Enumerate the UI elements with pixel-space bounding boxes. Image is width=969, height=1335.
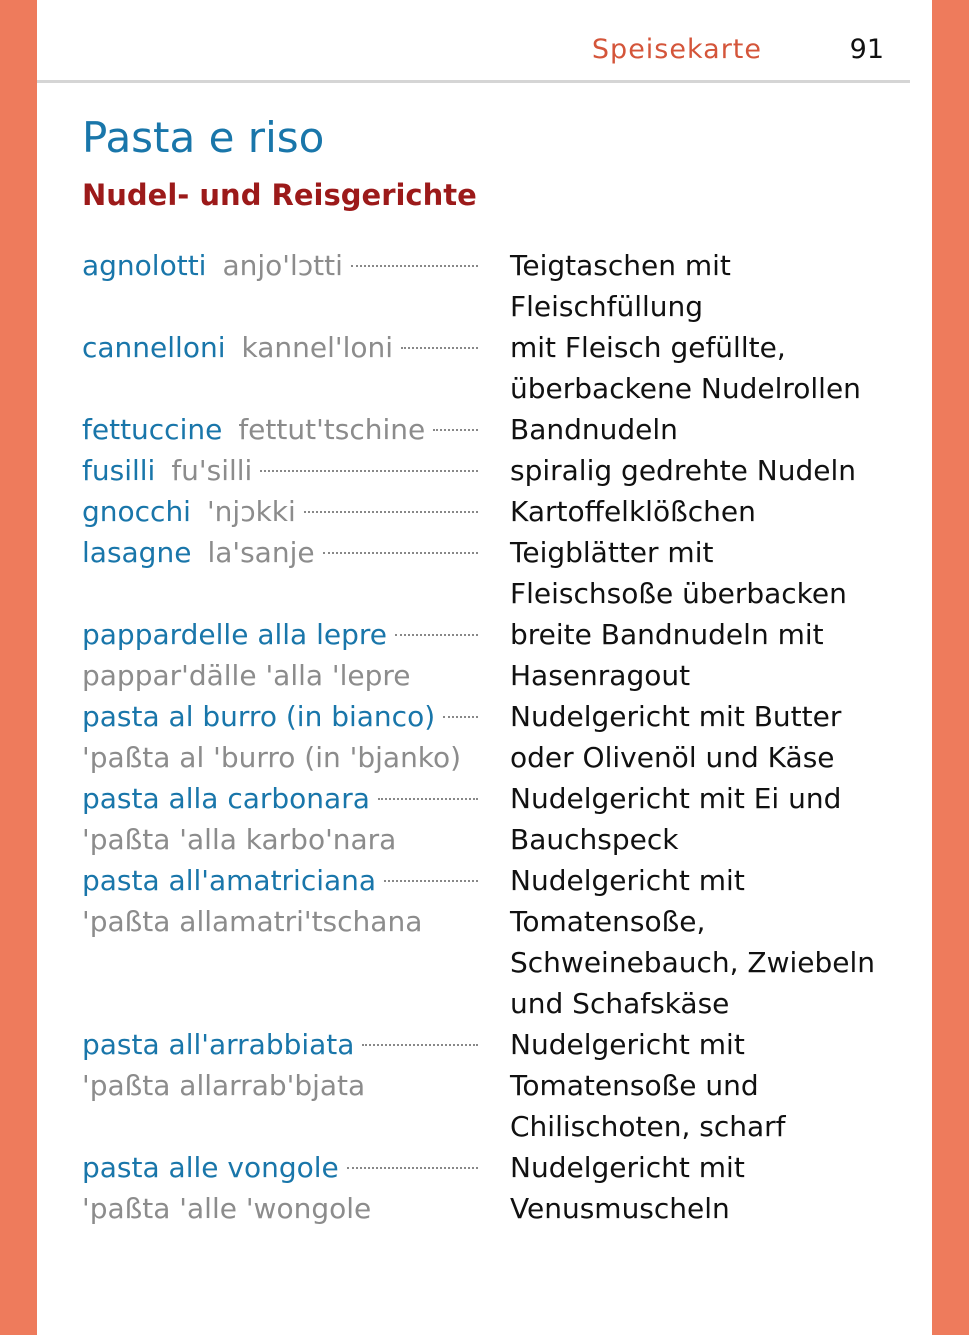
dotted-leader [384, 880, 478, 882]
menu-entry [82, 532, 932, 614]
entry-pronunciation: 'paßta 'alle 'wongole [82, 1192, 372, 1225]
menu-entry [82, 860, 932, 1024]
entry-pronunciation: pappar'dälle 'alla 'lepre [82, 659, 411, 692]
entry-translation [510, 491, 910, 532]
translation-line: Kartoffelklößchen [510, 495, 756, 528]
translation-line: und Schafskäse [510, 987, 730, 1020]
pronunciation-line [82, 901, 478, 942]
pronunciation-line [82, 1188, 478, 1229]
translation-line: Nudelgericht mit [510, 1028, 745, 1061]
entry-pronunciation: la'sanje [207, 536, 315, 569]
page-subtitle: Nudel- und Reisgerichte [82, 178, 477, 212]
dotted-leader [323, 552, 478, 554]
dotted-leader [351, 265, 478, 267]
translation-line: Tomatensoße und [510, 1069, 759, 1102]
entry-translation [510, 860, 910, 1024]
term-line [82, 450, 478, 491]
entry-term-column [82, 778, 478, 860]
dotted-leader [443, 716, 478, 718]
entry-term: pasta alla carbonara [82, 782, 370, 815]
menu-entry [82, 450, 932, 491]
translation-line: Bandnudeln [510, 413, 678, 446]
entry-pronunciation: 'njɔkki [206, 495, 296, 528]
translation-line: Nudelgericht mit [510, 1151, 745, 1184]
entry-term-column [82, 532, 478, 573]
entry-term: lasagne [82, 536, 192, 569]
menu-entry [82, 1024, 932, 1147]
menu-entry [82, 614, 932, 696]
term-line [82, 327, 478, 368]
entry-term: pasta all'amatriciana [82, 864, 377, 897]
entry-pronunciation: kannel'loni [241, 331, 394, 364]
entry-term: gnocchi [82, 495, 191, 528]
pronunciation-line [82, 1065, 478, 1106]
entry-term-column [82, 327, 478, 368]
entry-term: fettuccine [82, 413, 223, 446]
term-line [82, 696, 478, 737]
pronunciation-line [82, 737, 478, 778]
section-title: Speisekarte [591, 34, 762, 65]
entry-pronunciation: anjo'lɔtti [222, 249, 343, 282]
entry-term: pasta all'arrabbiata [82, 1028, 355, 1061]
translation-line: Fleischfüllung [510, 290, 704, 323]
translation-line: Chilischoten, scharf [510, 1110, 786, 1143]
dotted-leader [304, 511, 478, 513]
menu-entry [82, 245, 932, 327]
menu-entry [82, 491, 932, 532]
term-line [82, 778, 478, 819]
entry-term-column [82, 1147, 478, 1229]
term-line [82, 491, 478, 532]
translation-line: mit Fleisch gefüllte, [510, 331, 786, 364]
entry-translation [510, 778, 910, 860]
translation-line: Hasenragout [510, 659, 691, 692]
entry-translation [510, 245, 910, 327]
dotted-leader [433, 429, 478, 431]
entry-translation [510, 327, 910, 409]
translation-line: Nudelgericht mit [510, 864, 745, 897]
entry-pronunciation: 'paßta al 'burro (in 'bjanko) [82, 741, 462, 774]
entry-term: pappardelle alla lepre [82, 618, 388, 651]
dotted-leader [260, 470, 478, 472]
menu-entry [82, 327, 932, 409]
translation-line: oder Olivenöl und Käse [510, 741, 835, 774]
term-line [82, 1147, 478, 1188]
entry-term: agnolotti [82, 249, 207, 282]
translation-line: Schweinebauch, Zwiebeln [510, 946, 876, 979]
entry-term-column [82, 450, 478, 491]
entry-translation [510, 450, 910, 491]
page-title: Pasta e riso [82, 113, 325, 162]
entry-term-column [82, 1024, 478, 1106]
menu-entry [82, 1147, 932, 1229]
entry-translation [510, 614, 910, 696]
page-number: 91 [849, 34, 884, 65]
entry-term-column [82, 860, 478, 942]
term-line [82, 532, 478, 573]
menu-entry [82, 778, 932, 860]
translation-line: Nudelgericht mit Ei und [510, 782, 842, 815]
entry-term-column [82, 614, 478, 696]
entry-translation [510, 409, 910, 450]
entry-term-column [82, 245, 478, 286]
entry-term: pasta al burro (in bianco) [82, 700, 436, 733]
translation-line: Teigtaschen mit [510, 249, 731, 282]
entry-term-column [82, 491, 478, 532]
term-line [82, 860, 478, 901]
entry-translation [510, 1147, 910, 1229]
entry-term: fusilli [82, 454, 156, 487]
translation-line: Venusmuscheln [510, 1192, 730, 1225]
entry-translation [510, 696, 910, 778]
translation-line: Bauchspeck [510, 823, 679, 856]
page [37, 0, 932, 1335]
dotted-leader [362, 1044, 478, 1046]
dotted-leader [378, 798, 478, 800]
translation-line: Tomatensoße, [510, 905, 706, 938]
entry-pronunciation: 'paßta allamatri'tschana [82, 905, 423, 938]
pronunciation-line [82, 655, 478, 696]
entry-term: pasta alle vongole [82, 1151, 339, 1184]
term-line [82, 245, 478, 286]
entry-term-column [82, 696, 478, 778]
dotted-leader [395, 634, 478, 636]
entry-pronunciation: 'paßta 'alla karbo'nara [82, 823, 397, 856]
menu-entry-list [82, 245, 932, 1229]
translation-line: Teigblätter mit [510, 536, 714, 569]
translation-line: spiralig gedrehte Nudeln [510, 454, 857, 487]
menu-entry [82, 696, 932, 778]
entry-translation [510, 1024, 910, 1147]
dotted-leader [347, 1167, 478, 1169]
page-header [37, 0, 910, 83]
menu-entry [82, 409, 932, 450]
dotted-leader [401, 347, 478, 349]
translation-line: Fleischsoße überbacken [510, 577, 847, 610]
translation-line: breite Bandnudeln mit [510, 618, 824, 651]
entry-pronunciation: fettut'tschine [238, 413, 426, 446]
entry-translation [510, 532, 910, 614]
term-line [82, 614, 478, 655]
entry-pronunciation: 'paßta allarrab'bjata [82, 1069, 366, 1102]
entry-pronunciation: fu'silli [171, 454, 253, 487]
translation-line: Nudelgericht mit Butter [510, 700, 842, 733]
term-line [82, 409, 478, 450]
translation-line: überbackene Nudelrollen [510, 372, 861, 405]
pronunciation-line [82, 819, 478, 860]
term-line [82, 1024, 478, 1065]
entry-term-column [82, 409, 478, 450]
entry-term: cannelloni [82, 331, 226, 364]
